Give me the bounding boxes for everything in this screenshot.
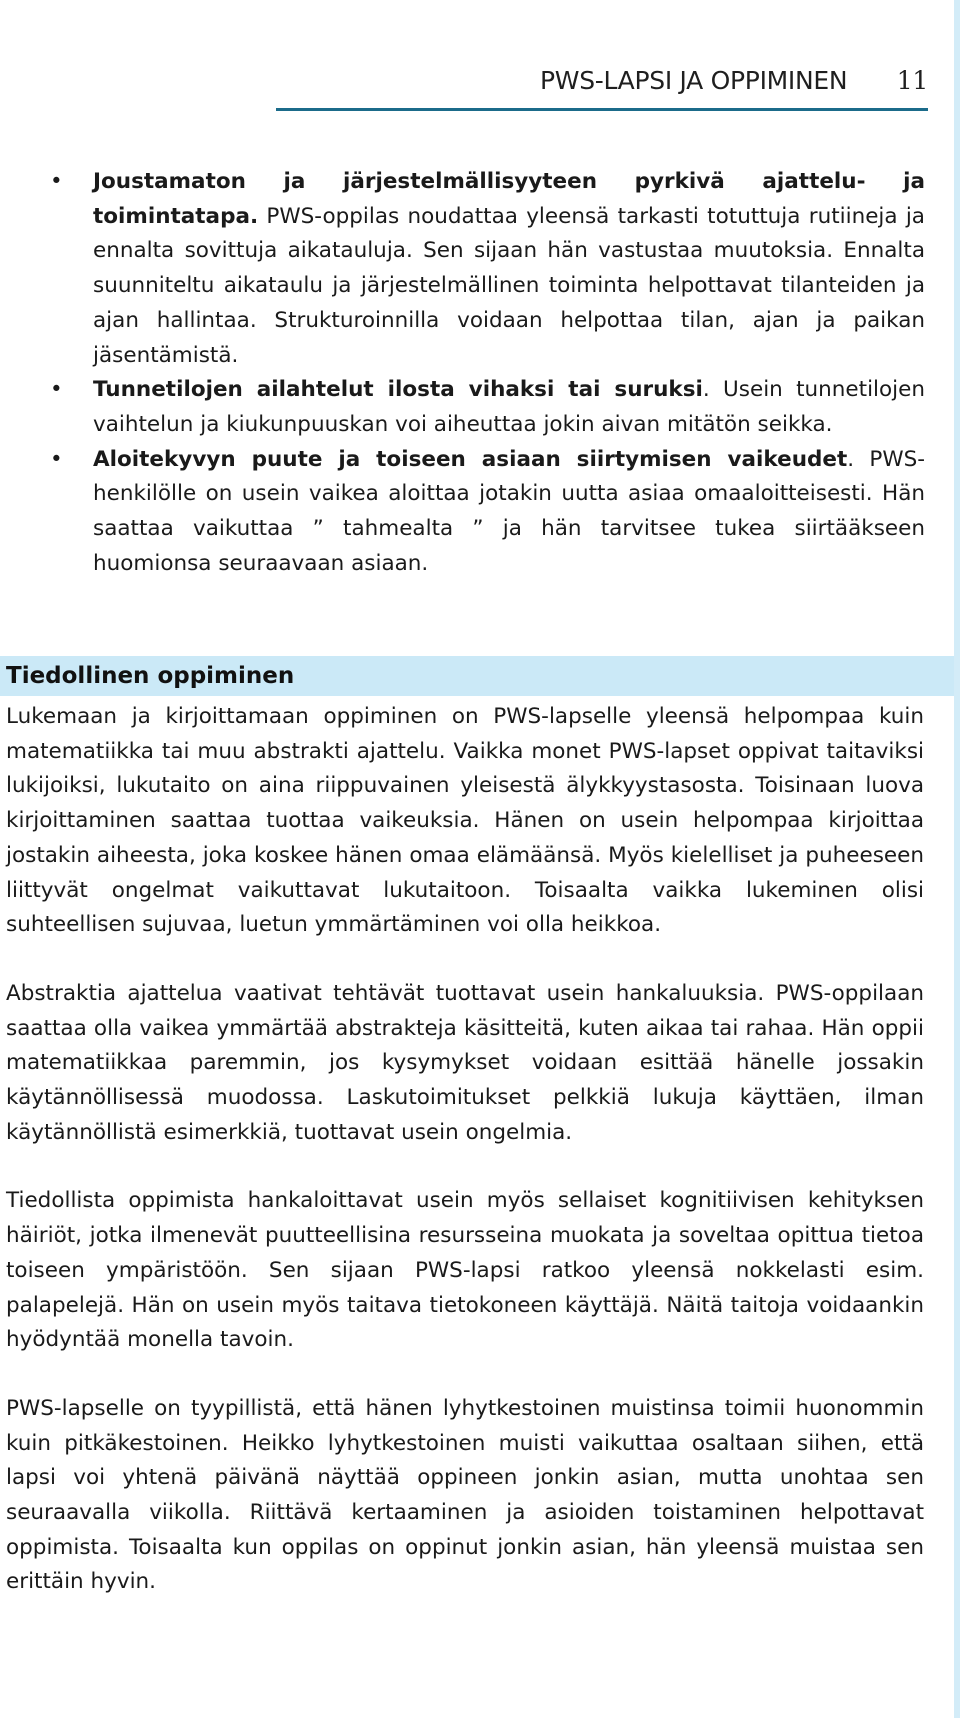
paragraph: Lukemaan ja kirjoittamaan oppiminen on PWS-lapselle yleensä helpompaa kuin matematiikka tai muu abstrakti ajattelu. Vaikka monet PWS-lapset oppivat taitaviksi lukijoiksi, lukutaito on aina riippuvainen yleisestä älykkyystasosta. Toisinaan luova kirjoittaminen saattaa tuottaa vaikeuksia. Hänen on usein helpompaa kirjoittaa jostakin aiheesta, joka koskee hänen omaa elämäänsä. Myös kielelliset ja puheeseen liittyvät ongelmat vaikuttavat lukutaitoon. Toisaalta vaikka lukeminen olisi suhteellisen sujuvaa, luetun ymmärtäminen voi olla heikkoa. [6, 704, 924, 938]
page-number: 11 [896, 66, 928, 95]
bullet-list [50, 165, 925, 581]
bullet-item-initiative [50, 443, 925, 582]
bullet-heading: Aloitekyvyn puute ja toiseen asiaan siirtymisen vaikeudet [93, 446, 848, 472]
page-edge-stripe [954, 0, 960, 1718]
running-title: PWS-LAPSI JA OPPIMINEN [540, 66, 848, 95]
bullet-heading: Tunnetilojen ailahtelut ilosta vihaksi tai suruksi [93, 377, 703, 403]
bullet-item-mood-swings [50, 373, 925, 442]
bullet-heading: Joustamaton ja järjestelmällisyyteen pyrkivä ajattelu- ja toimintatapa. [93, 169, 925, 229]
running-header [540, 66, 930, 95]
bullet-text: PWS-oppilas noudattaa yleensä tarkasti totuttuja rutiineja ja ennalta sovittuja aikatauluja. Sen sijaan hän vastustaa muutoksia. Ennalta suunniteltu aikataulu ja järjestelmällinen toiminta helpottavat tilanteiden ja ajan hallintaa. Strukturoinnilla voidaan helpottaa tilan, ajan ja paikan jäsentämistä. [93, 203, 925, 368]
bullet-dot: • [50, 169, 63, 194]
paragraph: Abstraktia ajattelua vaativat tehtävät tuottavat usein hankaluuksia. PWS-oppilaan saattaa olla vaikea ymmärtää abstrakteja käsitteitä, kuten aikaa tai rahaa. Hän oppii matematiikkaa paremmin, jos kysymykset voidaan esittää hänelle jossakin käytännöllisessä muodossa. Laskutoimitukset pelkkiä lukuja käyttäen, ilman käytännöllistä esimerkkiä, tuottavat usein ongelmia. [6, 980, 924, 1145]
bullet-dot: • [50, 377, 63, 403]
section-body [6, 700, 924, 1600]
bullet-text: . Usein tunnetilojen vaihtelun ja kiukunpuuskan voi aiheuttaa jokin aivan mitätön seikka. [93, 377, 925, 437]
header-rule [276, 108, 928, 111]
paragraph: PWS-lapselle on tyypillistä, että hänen lyhytkestoinen muistinsa toimii huonommin kuin pitkäkestoinen. Heikko lyhytkestoinen muisti vaikuttaa osaltaan siihen, että lapsi voi yhtenä päivänä näyttää oppineen jonkin asian, mutta unohtaa sen seuraavalla viikolla. Riittävä kertaaminen ja asioiden toistaminen helpottavat oppimista. Toisaalta kun oppilas on oppinut jonkin asian, hän yleensä muistaa sen erittäin hyvin. [6, 1395, 924, 1595]
bullet-text: . PWS-henkilölle on usein vaikea aloittaa jotakin uutta asiaa omaaloitteisesti. Hän saattaa vaikuttaa ” tahmealta ” ja hän tarvitsee tukea siirtääkseen huomionsa seuraavaan asiaan. [93, 446, 925, 576]
section-title: Tiedollinen oppiminen [6, 663, 295, 689]
bullet-item-rigid-thinking [50, 165, 925, 373]
bullet-dot: • [50, 446, 63, 472]
paragraph: Tiedollista oppimista hankaloittavat usein myös sellaiset kognitiivisen kehityksen häiriöt, jotka ilmenevät puutteellisina resursseina muokata ja soveltaa opittua tietoa toiseen ympäristöön. Sen sijaan PWS-lapsi ratkoo yleensä nokkelasti esim. palapelejä. Hän on usein myös taitava tietokoneen käyttäjä. Näitä taitoja voidaankin hyödyntää monella tavoin. [6, 1188, 924, 1353]
